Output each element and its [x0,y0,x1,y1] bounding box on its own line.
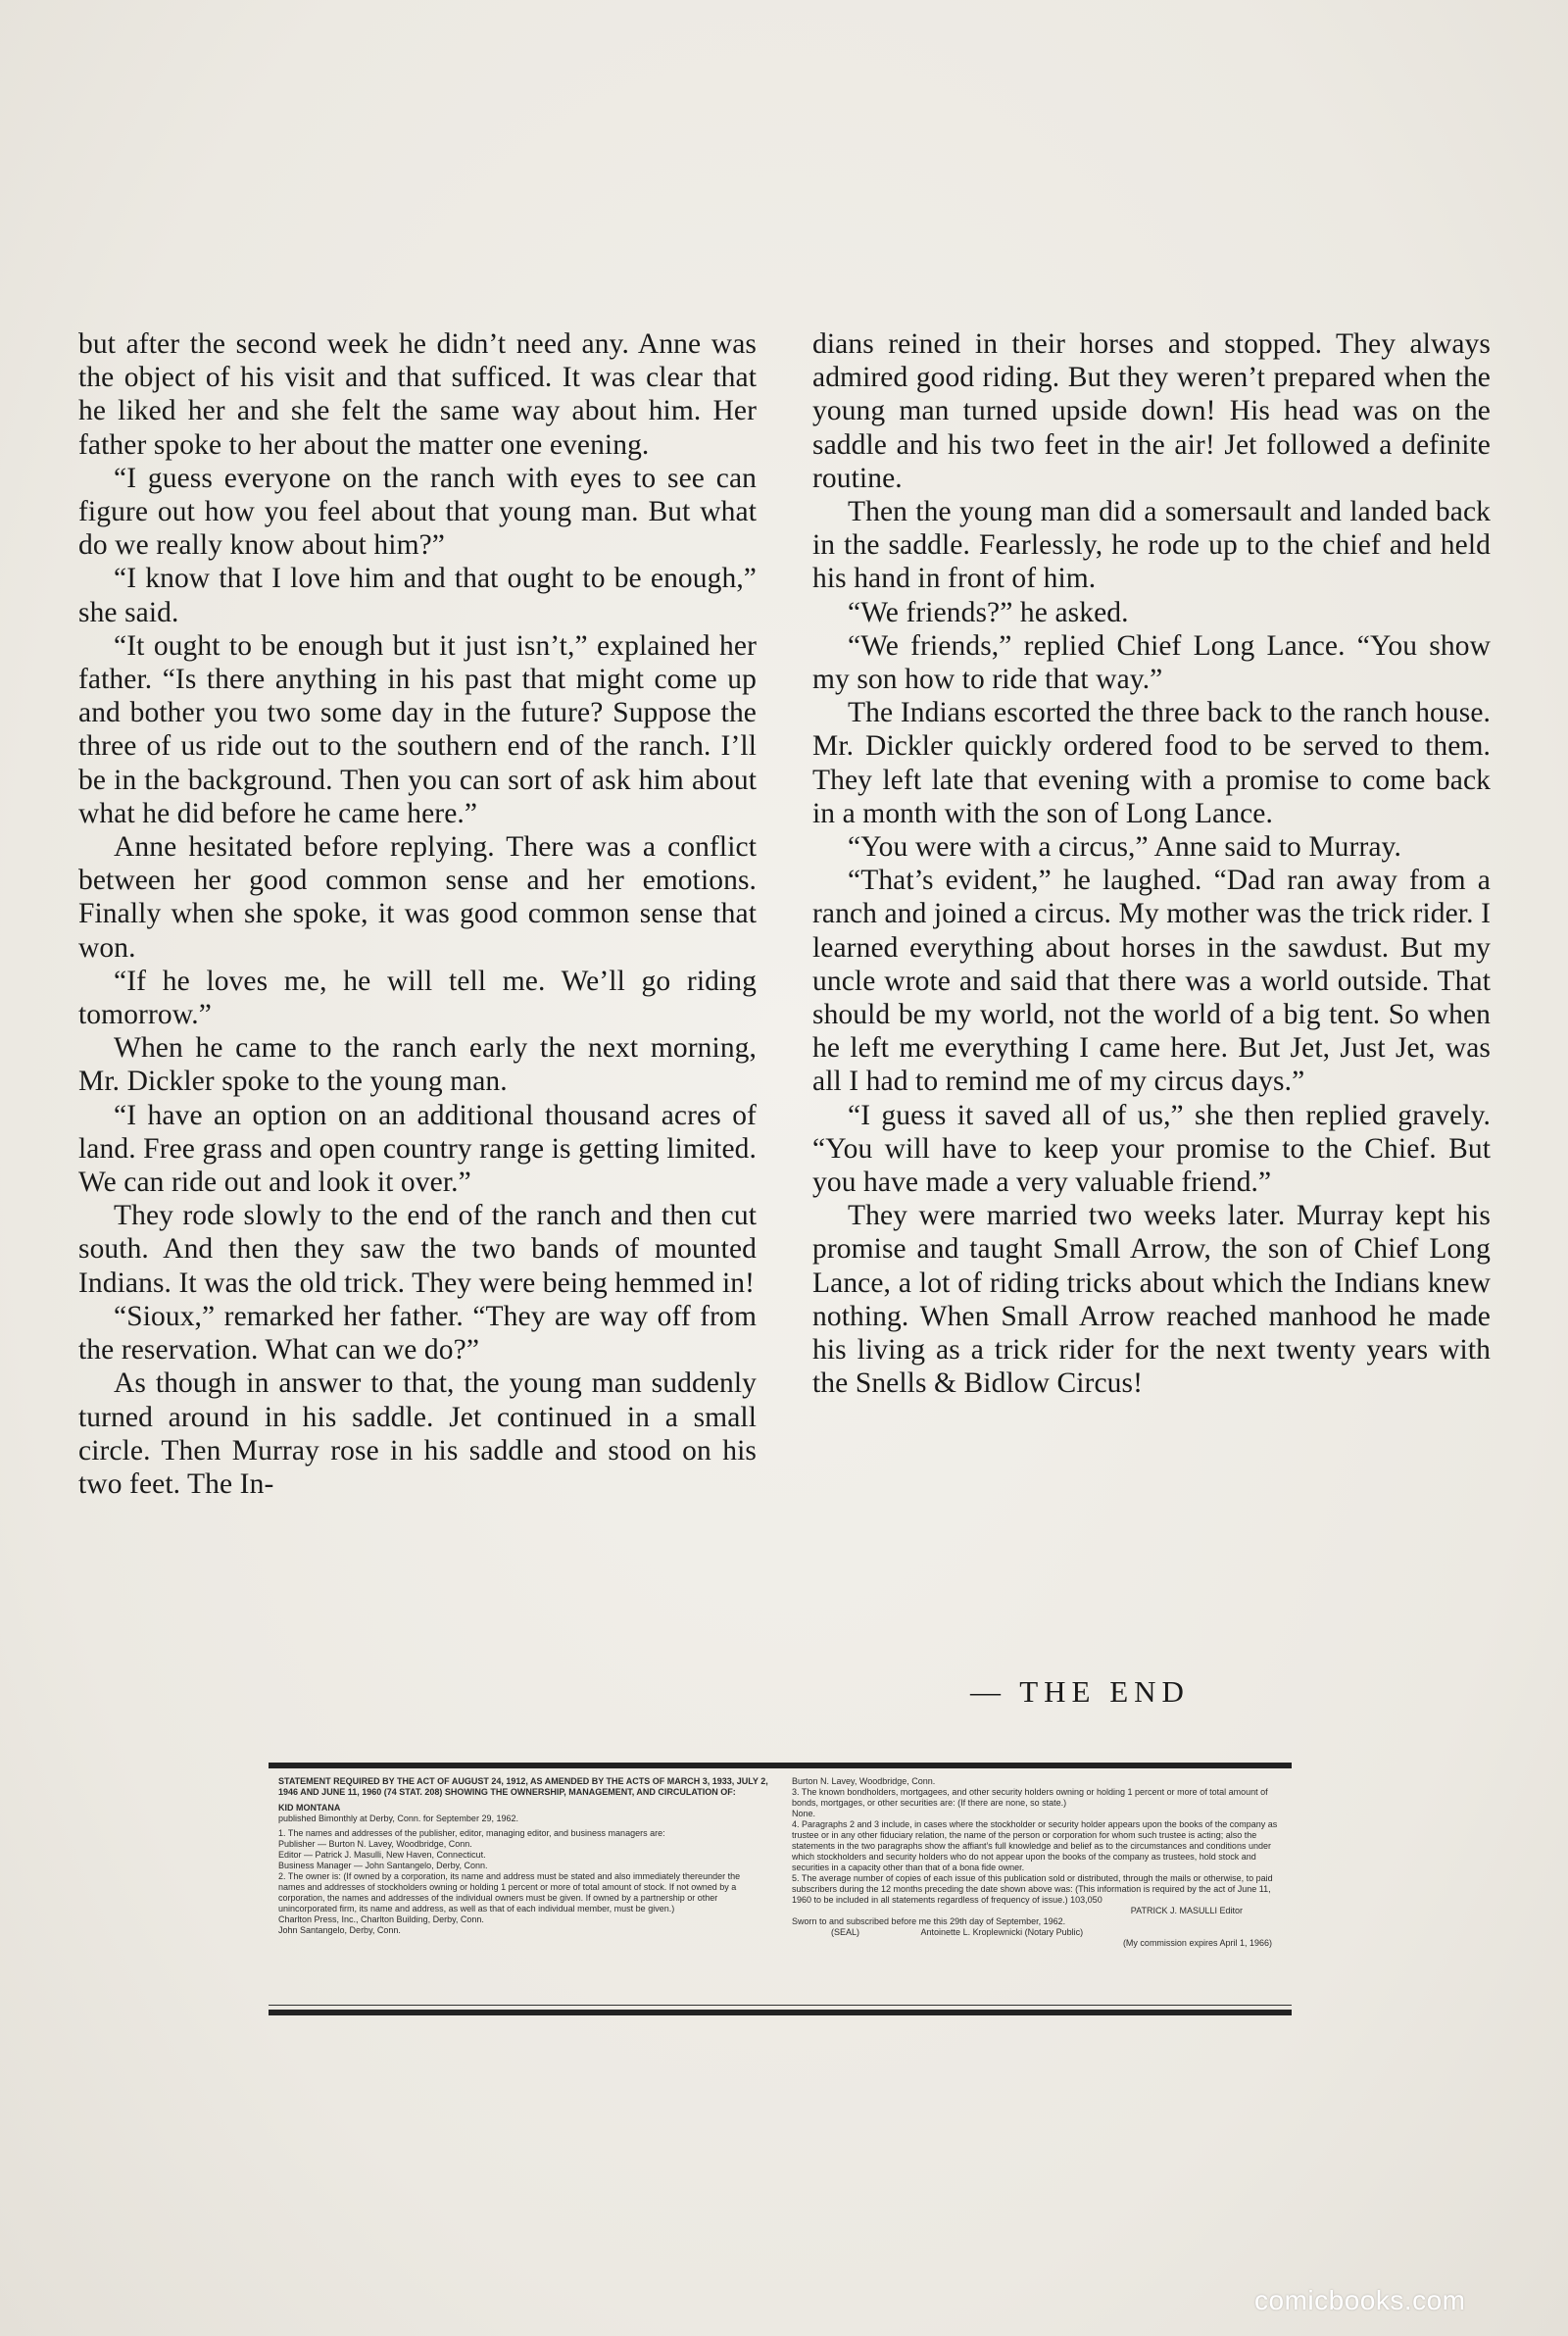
paragraph: “If he loves me, he will tell me. We’ll go riding tomorrow.” [78,965,757,1031]
statement-heading: STATEMENT REQUIRED BY THE ACT OF AUGUST 24, 1912, AS AMENDED BY THE ACTS OF MARCH 3, 1933, JULY 2, 1946 AND JUNE 11, 1960 (74 STAT. 208) SHOWING THE OWNERSHIP, MANAGEMENT, AND CIRCULATION OF: [278,1776,768,1797]
statement-commission: (My commission expires April 1, 1966) [1122,1938,1272,1948]
paragraph: “I know that I love him and that ought to be enough,” she said. [78,563,757,628]
statement-line: John Santangelo, Derby, Conn. [278,1925,401,1935]
statement-signer: PATRICK J. MASULLI Editor [1130,1906,1243,1915]
paragraph: When he came to the ranch early the next morning, Mr. Dickler spoke to the young man. [78,1032,757,1098]
paragraph: “I have an option on an additional thousand acres of land. Free grass and open country range is getting limited. We can ride out and look it over.” [78,1099,757,1199]
paragraph: but after the second week he didn’t need any. Anne was the object of his visit and that sufficed. It was clear that he liked her and she felt the same way about him. Her father spoke to her about the matter one evening. [78,328,757,461]
statement-line: 4. Paragraphs 2 and 3 include, in cases where the stockholder or security holder appears upon the books of the company as trustee or in any other fiduciary relation, the name of the person or corporation for whom such trustee is acting; also the statements in the two paragraphs show the affiant’s full knowledge and belief as to the circumstances and conditions under which stockholders and security holders who do not appear upon the books of the company as trustees, hold stock and securities in a capacity other than that of a bona fide owner. [792,1819,1278,1872]
paragraph: Anne hesitated before replying. There was a conflict between her good common sense and her emotions. Finally when she spoke, it was good common sense that won. [78,831,757,964]
paragraph: “It ought to be enough but it just isn’t,” explained her father. “Is there anything in his past that might come up and bother you two some day in the future? Suppose the three of us ride out to the southern end of the ranch. I’ll be in the background. Then you can sort of ask him about what he did before he came here.” [78,629,757,829]
paragraph: The Indians escorted the three back to the ranch house. Mr. Dickler quickly ordered food to be served to them. They left late that evening with a promise to come back in a month with the son of Long Lance. [812,697,1491,829]
ownership-statement [269,1763,1292,2015]
story-column-left [78,327,757,1501]
statement-bottom-rule [269,2005,1292,2006]
paragraph: As though in answer to that, the young man suddenly turned around in his saddle. Jet continued in a small circle. Then Murray rose in his saddle and stood on his two feet. The In- [78,1367,757,1500]
paragraph: “We friends,” replied Chief Long Lance. “You show my son how to ride that way.” [812,629,1491,696]
story-column-right [812,327,1491,1401]
paragraph: “You were with a circus,” Anne said to Murray. [848,831,1401,864]
statement-line: Charlton Press, Inc., Charlton Building, Derby, Conn. [278,1914,484,1924]
paragraph: They rode slowly to the end of the ranch and then cut south. And then they saw the two bands of mounted Indians. It was the old trick. They were being hemmed in! [78,1200,757,1299]
paragraph: “Sioux,” remarked her father. “They are way off from the reservation. What can we do?” [78,1300,757,1367]
watermark-text: comicbooks.com [1254,2285,1466,2315]
statement-line: Sworn to and subscribed before me this 29th day of September, 1962. [792,1916,1066,1926]
statement-line: Burton N. Lavey, Woodbridge, Conn. [792,1776,936,1786]
the-end-label: — THE END [970,1674,1190,1709]
statement-line: Business Manager — John Santangelo, Derby, Conn. [278,1861,488,1870]
statement-line: 5. The average number of copies of each issue of this publication sold or distributed, through the mails or otherwise, to paid subscribers during the 12 months preceding the date shown above was: (This information is required by the act of June 11, 1960 to be included in all statements regardless of frequency of issue.) 103,050 [792,1873,1273,1905]
paragraph: “We friends?” he asked. [848,596,1129,628]
statement-seal: (SEAL) [831,1927,860,1937]
statement-line: 2. The owner is: (If owned by a corporation, its name and address must be stated and also immediately thereunder the names and addresses of stockholders owning or holding 1 percent or more of total amount of stock. If not owned by a corporation, the names and addresses of the individual owners must be given. If owned by a partnership or other unincorporated firm, its name and address, as well as that of each individual member, must be given.) [278,1871,741,1914]
statement-line: None. [792,1809,816,1818]
statement-column-right [792,1776,1282,1949]
statement-title: KID MONTANA [278,1803,341,1813]
paragraph: “I guess everyone on the ranch with eyes to see can figure out how you feel about that young man. But what do we really know about him?” [78,462,757,562]
paragraph: dians reined in their horses and stopped. They always admired good riding. But they weren’t prepared when the young man turned upside down! His head was on the saddle and his two feet in the air! Jet followed a definite routine. [812,328,1491,494]
paragraph: They were married two weeks later. Murray kept his promise and taught Small Arrow, the son of Chief Long Lance, a lot of riding tricks about which the Indians knew nothing. When Small Arrow reached manhood he made his living as a trick rider for the next twenty years with the Snells & Bidlow Circus! [812,1200,1491,1400]
statement-line: 1. The names and addresses of the publisher, editor, managing editor, and business managers are: [278,1828,665,1838]
paragraph: “I guess it saved all of us,” she then replied gravely. “You will have to keep your promise to the Chief. But you have made a very valuable friend.” [812,1099,1491,1199]
statement-line: 3. The known bondholders, mortgagees, and other security holders owning or holding 1 percent or more of total amount of bonds, mortgages, or other securities are: (If there are none, so state.) [792,1787,1268,1808]
paragraph: Then the young man did a somersault and landed back in the saddle. Fearlessly, he rode up to the chief and held his hand in front of him. [812,496,1491,595]
statement-line [792,1927,1282,1938]
statement-line: published Bimonthly at Derby, Conn. for September 29, 1962. [278,1814,518,1823]
statement-notary: Antoinette L. Kroplewnicki (Notary Public) [920,1927,1084,1937]
statement-line: Editor — Patrick J. Masulli, New Haven, Connecticut. [278,1850,486,1860]
statement-column-left [278,1776,768,1936]
statement-line: Publisher — Burton N. Lavey, Woodbridge, Conn. [278,1839,472,1849]
paragraph: “That’s evident,” he laughed. “Dad ran away from a ranch and joined a circus. My mother was the trick rider. I learned everything about horses in the sawdust. But my uncle wrote and said that there was a world outside. That should be my world, not the world of a big tent. So when he left me everything I came here. But Jet, Just Jet, was all I had to remind me of my circus days.” [812,865,1491,1098]
